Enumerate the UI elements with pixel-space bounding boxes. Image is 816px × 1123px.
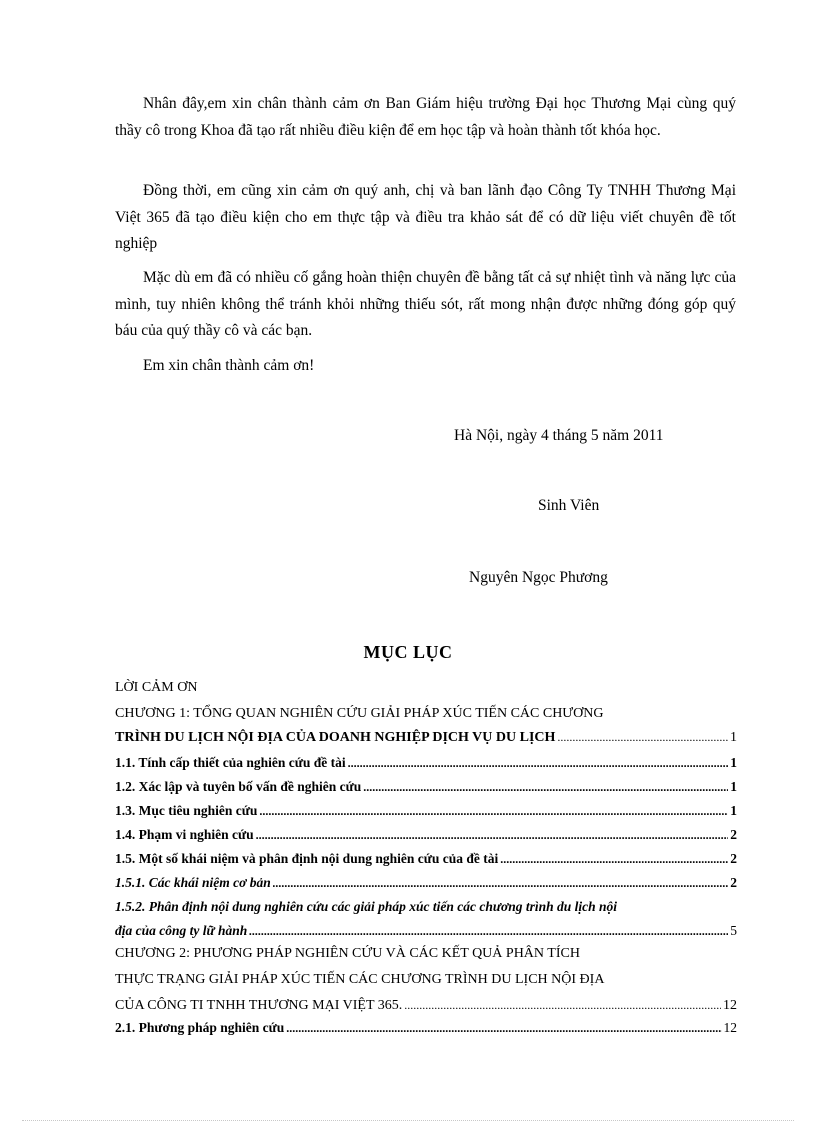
ack-paragraph-2: Đồng thời, em cũng xin cảm ơn quý anh, chị và ban lãnh đạo Công Ty TNHH Thương Mại Việt 365 đã tạo điều kiện cho em thực tập và điều tra khảo sát để có dữ liệu viết chuyên đề tốt nghiệp bbox=[115, 182, 736, 252]
toc-leader bbox=[256, 827, 729, 843]
toc-entry-label: 2.1. Phương pháp nghiên cứu bbox=[115, 1020, 285, 1035]
toc-entry-1-3[interactable] bbox=[115, 803, 737, 819]
toc-entry-label: 1.4. Phạm vi nghiên cứu bbox=[115, 827, 254, 842]
toc-entry-1-4[interactable] bbox=[115, 827, 737, 843]
toc-entry-1-2[interactable] bbox=[115, 779, 737, 795]
ack-closing: Em xin chân thành cảm ơn! bbox=[143, 357, 315, 374]
ack-paragraph-1: Nhân đây,em xin chân thành cảm ơn Ban Giám hiệu trường Đại học Thương Mại cùng quý thầy cô trong Khoa đã tạo rất nhiều điều kiện để em học tập và hoàn thành tốt khóa học. bbox=[115, 95, 736, 139]
toc-page-number: 2 bbox=[730, 851, 737, 866]
toc-entry-label: 1.1. Tính cấp thiết của nghiên cứu đề tài bbox=[115, 755, 346, 770]
signer-name: Nguyên Ngọc Phương bbox=[469, 569, 608, 586]
toc-leader bbox=[273, 875, 728, 891]
toc-leader bbox=[286, 1020, 721, 1036]
toc-chapter-2[interactable] bbox=[115, 946, 737, 1024]
toc-page-number: 12 bbox=[723, 1020, 737, 1035]
toc-entry-label: 1.5. Một số khái niệm và phân định nội dung nghiên cứu của đề tài bbox=[115, 851, 499, 866]
signer-role: Sinh Viên bbox=[538, 497, 600, 514]
toc-leader bbox=[557, 730, 728, 746]
toc-chapter-1-line-2: TRÌNH DU LỊCH NỘI ĐỊA CỦA DOANH NGHIỆP DỊCH VỤ DU LỊCH bbox=[115, 730, 556, 745]
toc-leader bbox=[259, 803, 728, 819]
toc-leader bbox=[348, 755, 729, 771]
toc-page-number: 5 bbox=[730, 923, 737, 938]
toc-chapter-1-line-1: CHƯƠNG 1: TỔNG QUAN NGHIÊN CỨU GIẢI PHÁP XÚC TIẾN CÁC CHƯƠNG bbox=[115, 706, 604, 721]
toc-entry-label: 1.5.1. Các khái niệm cơ bản bbox=[115, 875, 271, 890]
toc-page-number: 2 bbox=[730, 827, 737, 842]
toc-leader bbox=[249, 923, 728, 939]
toc-entry-1-5-2[interactable] bbox=[115, 899, 737, 947]
toc-chapter-2-line-3: CỦA CÔNG TI TNHH THƯƠNG MẠI VIỆT 365. bbox=[115, 998, 403, 1013]
toc-page-number: 12 bbox=[723, 998, 737, 1013]
toc-page-number: 1 bbox=[730, 803, 737, 818]
toc-page-number: 1 bbox=[730, 779, 737, 794]
ack-paragraph-3: Mặc dù em đã có nhiều cố gắng hoàn thiện chuyên đề bằng tất cả sự nhiệt tình và năng lực của mình, tuy nhiên không thể tránh khỏi những thiếu sót, rất mong nhận được những đóng góp quý báu của quý thầy cô và các bạn. bbox=[115, 269, 736, 339]
toc-chapter-2-line-1: CHƯƠNG 2: PHƯƠNG PHÁP NGHIÊN CỨU VÀ CÁC KẾT QUẢ PHÂN TÍCH bbox=[115, 946, 580, 961]
toc-chapter-1[interactable] bbox=[115, 706, 737, 754]
toc-heading: LỜI CẢM ƠN bbox=[115, 680, 198, 695]
page-bottom-divider bbox=[22, 1120, 794, 1121]
toc-entry-label: 1.2. Xác lập và tuyên bố vấn đề nghiên cứu bbox=[115, 779, 362, 794]
toc-leader bbox=[404, 998, 721, 1014]
toc-page-number: 1 bbox=[730, 730, 737, 745]
toc-title: MỤC LỤC bbox=[363, 642, 453, 662]
toc-entry-label: 1.3. Mục tiêu nghiên cứu bbox=[115, 803, 258, 818]
toc-entry-1-5-1[interactable] bbox=[115, 875, 737, 891]
toc-leader bbox=[500, 851, 728, 867]
toc-entry-1-1[interactable] bbox=[115, 755, 737, 771]
toc-leader bbox=[363, 779, 728, 795]
toc-entry-2-1[interactable] bbox=[115, 1020, 737, 1036]
place-date: Hà Nội, ngày 4 tháng 5 năm 2011 bbox=[454, 427, 664, 444]
toc-chapter-2-line-2: THỰC TRẠNG GIẢI PHÁP XÚC TIẾN CÁC CHƯƠNG TRÌNH DU LỊCH NỘI ĐỊA bbox=[115, 972, 605, 987]
toc-entry-1-5-2-line-2: địa của công ty lữ hành bbox=[115, 923, 248, 938]
toc-page-number: 2 bbox=[730, 875, 737, 890]
toc-entry-1-5-2-line-1: 1.5.2. Phân định nội dung nghiên cứu các giải pháp xúc tiến các chương trình du lịch nội bbox=[115, 899, 618, 914]
toc-entry-1-5[interactable] bbox=[115, 851, 737, 867]
toc-page-number: 1 bbox=[730, 755, 737, 770]
